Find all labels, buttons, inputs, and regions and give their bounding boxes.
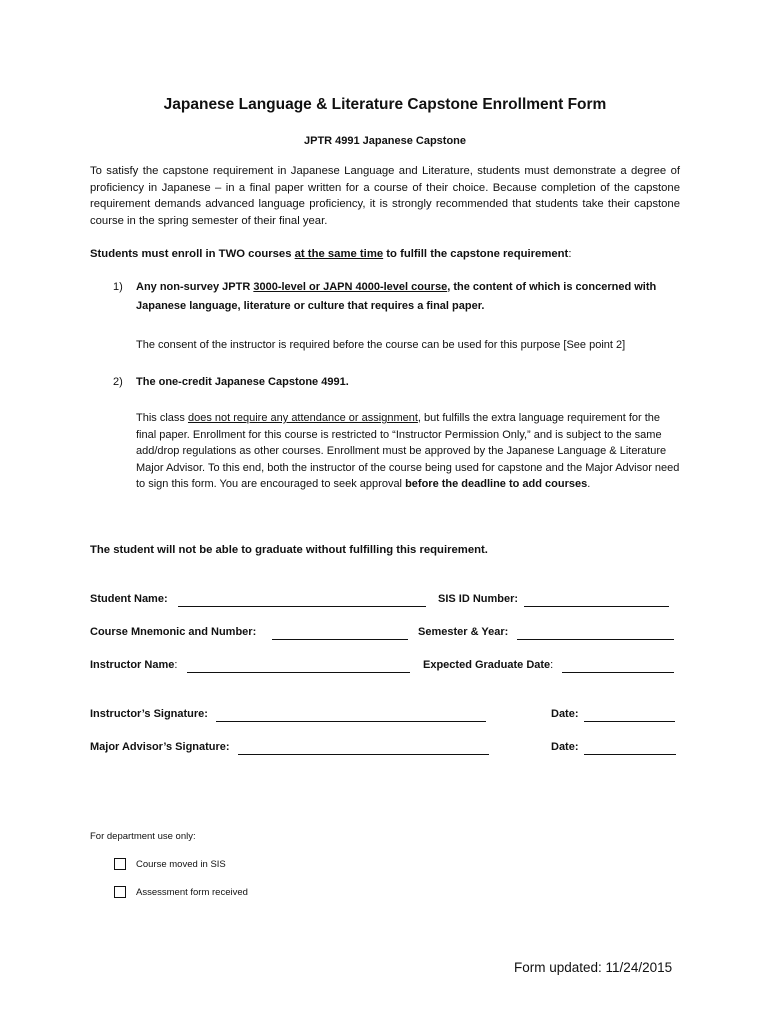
expected-grad-label (423, 659, 553, 671)
item-1-text-underlined: 3000-level or JAPN 4000-level course (253, 281, 448, 293)
sis-id-input-line[interactable] (524, 606, 669, 607)
item-2-note-bold: before the deadline to add courses (405, 478, 588, 490)
expected-grad-label-text: Expected Graduate Date (423, 659, 551, 671)
item-1-text-a: Any non-survey JPTR (136, 281, 254, 293)
requirement-colon: : (568, 248, 572, 260)
student-name-label: Student Name: (90, 593, 168, 605)
instructor-date-line[interactable] (584, 721, 675, 722)
student-name-input-line[interactable] (178, 606, 426, 607)
form-updated-footer: Form updated: 11/24/2015 (514, 960, 673, 975)
item-2-note-underlined: does not require any attendance or assignment (187, 412, 418, 424)
requirement-text-before: Students must enroll in TWO courses (90, 248, 295, 260)
department-use-label: For department use only: (90, 831, 196, 842)
advisor-date-label: Date: (551, 741, 579, 753)
sis-id-label: SIS ID Number: (438, 593, 519, 605)
item-2-number: 2) (113, 376, 123, 388)
assessment-form-checkbox[interactable] (114, 886, 126, 898)
item-2-note-b: , but fulfills the extra language requirement for the final paper. Enrollment for this course is restricted to “Instructor Permission Only,” and is subject to the same add/drop regulations as other courses. Enrollment must be approved by the Japanese Language & Literature Major Advisor. To this end, both the instructor of the course being used for capstone and the Major Advisor need to sign this form. You are encouraged to seek approval (136, 412, 680, 490)
graduation-warning: The student will not be able to graduate without fulfilling this requirement. (90, 544, 488, 556)
page-title: Japanese Language & Literature Capstone Enrollment Form (163, 96, 607, 113)
item-2-note-a: This class (136, 412, 188, 424)
course-subtitle: JPTR 4991 Japanese Capstone (303, 135, 467, 147)
semester-year-input-line[interactable] (517, 639, 674, 640)
advisor-signature-label: Major Advisor’s Signature: (90, 741, 230, 753)
item-1-number: 1) (113, 281, 123, 293)
item-1-text (136, 278, 681, 316)
requirement-statement (90, 246, 680, 263)
advisor-date-line[interactable] (584, 754, 676, 755)
instructor-name-label (90, 659, 177, 671)
item-2-note (136, 410, 681, 493)
course-mnemonic-label: Course Mnemonic and Number: (90, 626, 257, 638)
expected-grad-input-line[interactable] (562, 672, 674, 673)
instructor-date-label: Date: (551, 708, 579, 720)
assessment-form-label: Assessment form received (136, 887, 248, 898)
expected-grad-label-colon: : (550, 659, 554, 671)
item-2-note-end: . (587, 478, 591, 490)
course-mnemonic-input-line[interactable] (272, 639, 408, 640)
requirement-text-underlined: at the same time (294, 248, 384, 260)
advisor-signature-line[interactable] (238, 754, 489, 755)
instructor-name-input-line[interactable] (187, 672, 410, 673)
requirement-text-after: to fulfill the capstone requirement (383, 248, 569, 260)
semester-year-label: Semester & Year: (418, 626, 509, 638)
instructor-signature-line[interactable] (216, 721, 486, 722)
intro-paragraph: To satisfy the capstone requirement in Japanese Language and Literature, students must demonstrate a degree of proficiency in Japanese – in a final paper written for a course of their choice. Because completion of the capstone requirement demands advanced language proficiency, it is strongly recommended that students take their capstone course in the spring semester of their final year. (90, 165, 680, 227)
item-2-text: The one-credit Japanese Capstone 4991. (136, 376, 349, 388)
instructor-name-label-colon: : (174, 659, 178, 671)
course-moved-checkbox[interactable] (114, 858, 126, 870)
item-1-note: The consent of the instructor is required before the course can be used for this purpose [See point 2] (136, 339, 626, 351)
instructor-name-label-text: Instructor Name (90, 659, 175, 671)
item-1-text-b: , the content of which is concerned with Japanese language, literature or culture that requires a final paper. (136, 281, 657, 312)
instructor-signature-label: Instructor’s Signature: (90, 708, 208, 720)
course-moved-label: Course moved in SIS (136, 859, 226, 870)
